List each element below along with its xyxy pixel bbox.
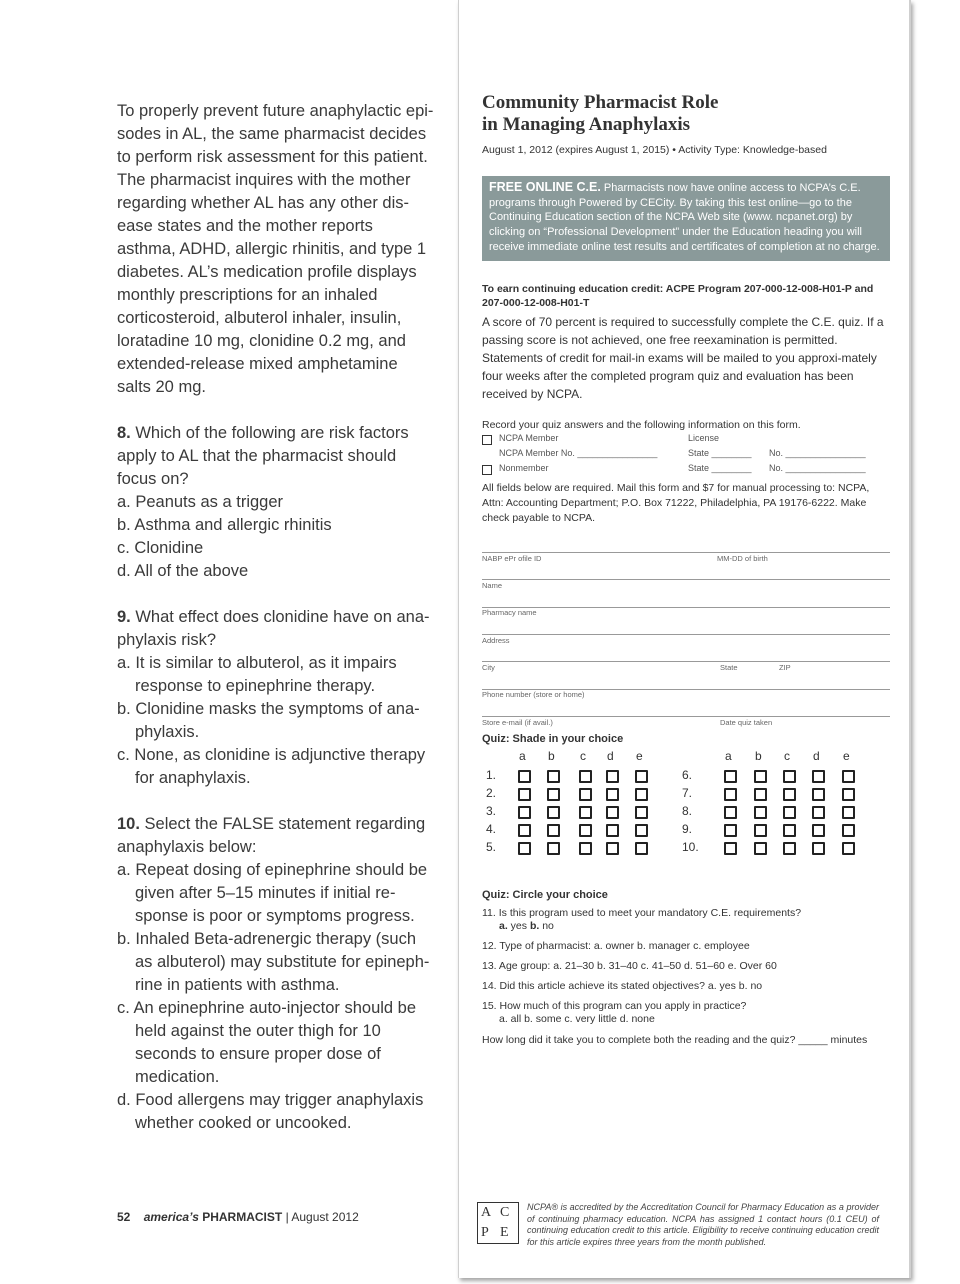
case-intro: To properly prevent future anaphylactic epi-sodes in AL, the same pharmacist decides to perform risk assessment for this patient. The pharmacist inquires with the mother regarding whether AL has any other dis-ease states and the mother reports asthma, ADHD, allergic rhinitis, and type 1 diabetes. AL’s medication profile displays monthly prescriptions for an inhaled corticosteroid, albuterol inhaler, insulin, loratadine 10 mg, clonidine 0.2 mg, and extended-release mixed amphetamine salts 20 mg. <box>117 102 434 396</box>
page-footer <box>117 1210 359 1224</box>
state-label: State <box>720 663 738 673</box>
question-number: 6. <box>682 768 693 783</box>
free-online-ce-box <box>482 176 890 261</box>
question-number: 7. <box>682 786 693 801</box>
question-13[interactable]: 13. Age group: a. 21–30 b. 31–40 c. 41–50 d. 51–60 e. Over 60 <box>482 960 777 973</box>
q8-option-d: d. All of the above <box>117 562 249 580</box>
ce-form-panel <box>458 0 911 1278</box>
q10-option-b: b. Inhaled Beta-adrenergic therapy (such as albuterol) may substitute for epineph-rine in patients with asthma. <box>117 930 430 994</box>
column-letter: d <box>813 749 820 764</box>
question-text: What effect does clonidine have on ana-phylaxis risk? <box>117 608 430 649</box>
ncpa-member-checkbox[interactable] <box>482 435 492 445</box>
question-number: 1. <box>486 768 497 783</box>
date-taken-label: Date quiz taken <box>720 717 773 727</box>
column-letter: a <box>519 749 526 764</box>
address-field[interactable] <box>482 608 890 645</box>
acpe-letter-p: P <box>481 1225 489 1240</box>
ncpa-member-label: NCPA Member <box>499 432 559 443</box>
title-line-1: Community Pharmacist Role <box>482 92 719 113</box>
mail-instructions: All fields below are required. Mail this form and $7 for manual processing to: NCPA, Attn: Accounting Department; P.O. Box 71222, Philadelphia, PA 19176-6222. Make check payable to NCPA. <box>482 481 870 524</box>
license-state-field-2[interactable]: State ________ <box>688 462 752 473</box>
nonmember-label: Nonmember <box>499 462 549 473</box>
question-11 <box>482 907 890 933</box>
q8-option-a: a. Peanuts as a trigger <box>117 493 284 511</box>
question-number: 3. <box>486 804 497 819</box>
column-letter: a <box>725 749 732 764</box>
question-number: 2. <box>486 786 497 801</box>
brand-name: PHARMACIST <box>202 1210 283 1224</box>
license-number-field-2[interactable]: No. ________________ <box>769 462 866 473</box>
question-12[interactable]: 12. Type of pharmacist: a. owner b. manager c. employee <box>482 940 750 953</box>
question-8 <box>117 422 435 491</box>
personal-info-fields <box>482 526 890 727</box>
title-line-2: in Managing Anaphylaxis <box>482 114 691 135</box>
column-letter: e <box>636 749 643 764</box>
nabp-id-field[interactable] <box>482 526 890 563</box>
choice-text: no <box>539 920 554 933</box>
free-box-lead: FREE ONLINE C.E. <box>489 180 601 194</box>
question-number: 8. <box>117 424 131 442</box>
shade-quiz-grid <box>482 745 890 863</box>
record-instructions: Record your quiz answers and the following information on this form. <box>482 418 801 431</box>
issue-date: August 2012 <box>291 1210 359 1224</box>
phone-field[interactable] <box>482 662 890 700</box>
question-text: Which of the following are risk factors apply to AL that the pharmacist should focus on? <box>117 424 409 488</box>
pharmacy-name-field[interactable] <box>482 580 890 618</box>
score-requirements: A score of 70 percent is required to successfully complete the C.E. quiz. If a passing score is not achieved, one free reexamination is permitted. Statements of credit for mail-in exams will be mailed to you approxi-mately four weeks after the completed program quiz and evaluation has been received by NCPA. <box>482 314 884 401</box>
left-column <box>117 100 435 1135</box>
choice-letter: a. <box>499 920 508 933</box>
q8-option-b: b. Asthma and allergic rhinitis <box>117 516 332 534</box>
phone-label: Phone number (store or home) <box>482 690 585 700</box>
brand-prefix: america’s <box>143 1210 199 1224</box>
column-letter: b <box>548 749 555 764</box>
address-label: Address <box>482 635 510 645</box>
question-11-text: 11. Is this program used to meet your mandatory C.E. requirements? <box>482 907 802 920</box>
zip-label: ZIP <box>779 663 791 673</box>
question-number: 4. <box>486 822 497 837</box>
activity-date-line: August 1, 2012 (expires August 1, 2015) • Activity Type: Knowledge-based <box>482 144 827 156</box>
question-14[interactable]: 14. Did this article achieve its stated objectives? a. yes b. no <box>482 980 763 993</box>
page-number: 52 <box>117 1210 131 1224</box>
question-number: 5. <box>486 840 497 855</box>
q9-option-a: a. It is similar to albuterol, as it impairs response to epinephrine therapy. <box>117 654 397 695</box>
q10-option-a: a. Repeat dosing of epinephrine should be given after 5–15 minutes if initial re-sponse is poor or symptoms progress. <box>117 861 428 925</box>
acpe-logo <box>477 1202 519 1244</box>
question-15-text: 15. How much of this program can you apply in practice? <box>482 1000 747 1013</box>
question-11-choices[interactable] <box>482 920 890 933</box>
question-number: 8. <box>682 804 693 819</box>
nonmember-checkbox[interactable] <box>482 465 492 475</box>
email-field[interactable] <box>482 690 890 727</box>
q9-option-b: b. Clonidine masks the symptoms of ana-phylaxis. <box>117 700 420 741</box>
question-number: 10. <box>117 815 140 833</box>
question-9 <box>117 606 435 652</box>
free-box-text: Pharmacists now have online access to NCPA’s C.E. programs through Powered by CECity. By taking this test online—go to the Continuing Education section of the NCPA Web site (www. ncpanet.org) by clicking on “Professional Development” under the Education heading you will receive immediate online test results and certificates of completion at no charge. <box>489 182 880 253</box>
time-taken-question[interactable]: How long did it take you to complete both the reading and the quiz? _____ minutes <box>482 1034 868 1047</box>
column-letter: d <box>607 749 614 764</box>
nabp-id-label: NABP ePr ofile ID <box>482 553 542 563</box>
name-field[interactable] <box>482 553 890 590</box>
footer-separator: | <box>285 1210 289 1224</box>
city-label: City <box>482 663 495 673</box>
question-text: Select the FALSE statement regarding anaphylaxis below: <box>117 815 426 856</box>
acpe-letter-a: A <box>481 1205 492 1220</box>
acpe-letter-c: C <box>500 1205 510 1220</box>
form-title <box>482 92 890 136</box>
license-label: License <box>688 432 720 443</box>
question-15 <box>482 1000 890 1026</box>
license-state-field-1[interactable]: State ________ <box>688 447 752 458</box>
magazine-brand <box>144 1210 283 1224</box>
q8-option-c: c. Clonidine <box>117 539 204 557</box>
question-15-choices[interactable]: a. all b. some c. very little d. none <box>499 1013 655 1026</box>
column-letter: e <box>843 749 850 764</box>
dob-label: MM-DD of birth <box>717 553 768 563</box>
question-10 <box>117 813 435 859</box>
column-letter: c <box>784 749 790 764</box>
question-number: 9. <box>117 608 131 626</box>
earn-credit-heading: To earn continuing education credit: ACPE Program 207-000-12-008-H01-P and 207-000-12-008-H01-T <box>482 282 874 309</box>
question-number: 9. <box>682 822 693 837</box>
q10-option-c: c. An epinephrine auto-injector should be held against the outer thigh for 10 seconds to ensure proper dose of medication. <box>117 999 417 1086</box>
choice-text: yes <box>507 920 530 933</box>
ce-form-content <box>482 92 890 1047</box>
q10-option-d: d. Food allergens may trigger anaphylaxis whether cooked or uncooked. <box>117 1091 424 1132</box>
q9-option-c: c. None, as clonidine is adjunctive therapy for anaphylaxis. <box>117 746 426 787</box>
choice-letter: b. <box>529 920 540 933</box>
acpe-letter-e: E <box>500 1225 509 1240</box>
pharmacy-name-label: Pharmacy name <box>482 608 537 618</box>
circle-quiz-heading: Quiz: Circle your choice <box>482 889 608 902</box>
question-number: 10. <box>682 840 699 855</box>
acpe-accreditation-text: NCPA® is accredited by the Accreditation Council for Pharmacy Education as a provider of continuing pharmacy education. NCPA has assigned 1 contact hours (0.1 CEU) of continuing education credit to this article. Eligibility to receive continuing education credit for this article expires three years from the month published. <box>527 1202 879 1247</box>
column-letter: c <box>580 749 586 764</box>
name-label: Name <box>482 580 503 590</box>
ncpa-member-no-label: NCPA Member No. ________________ <box>499 447 658 458</box>
license-number-field-1[interactable]: No. ________________ <box>769 447 866 458</box>
column-letter: b <box>755 749 762 764</box>
email-label: Store e-mail (if avail.) <box>482 717 553 727</box>
membership-section <box>482 432 890 473</box>
shade-quiz-heading: Quiz: Shade in your choice <box>482 733 624 746</box>
city-state-zip-field[interactable] <box>482 635 890 673</box>
